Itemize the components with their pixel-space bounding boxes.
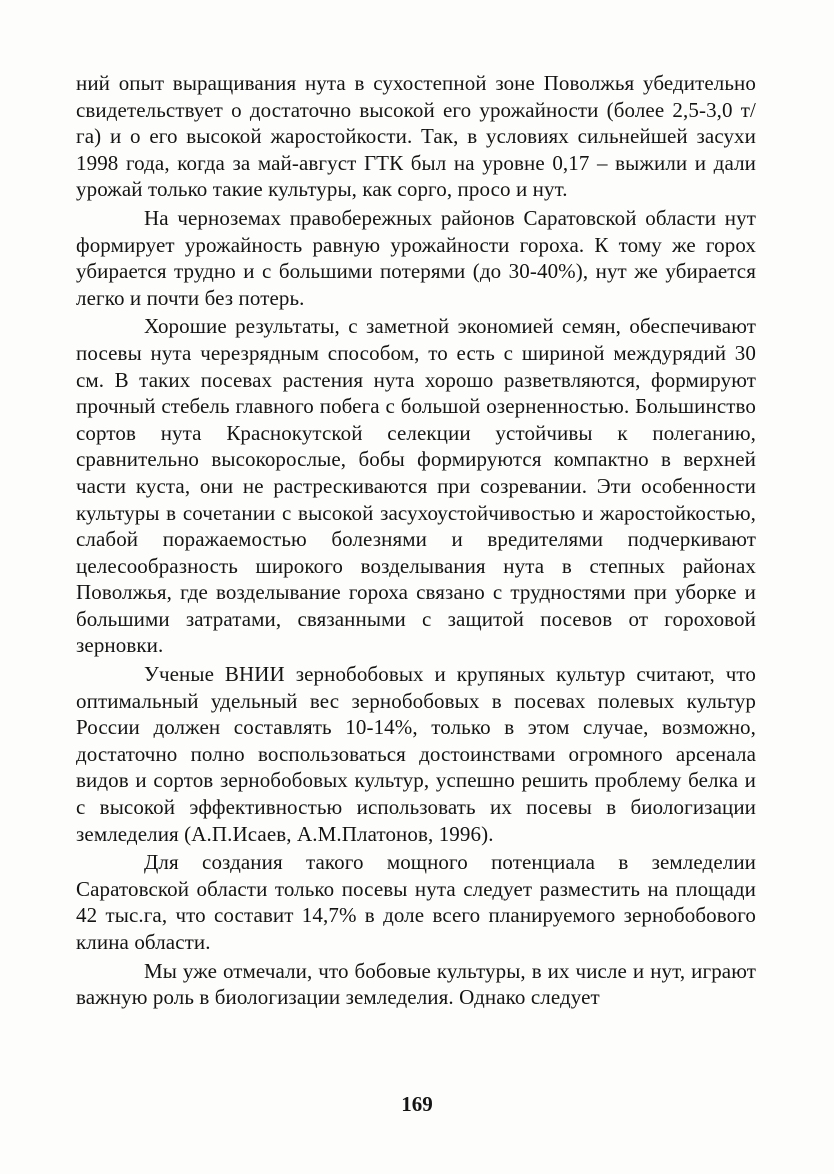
- paragraph-biologization: Мы уже отмечали, что бобовые культуры, в их числе и нут, играют важную роль в биологизации земледелия. Однако следует: [76, 958, 756, 1010]
- paragraph-saratov-potential: Для создания такого мощного потенциала в земледелии Саратовской области только посевы нута следует разместить на площади 42 тыс.га, что составит 14,7% в доле всего планируемого зернобобового клина области.: [76, 850, 756, 954]
- paragraph-row-sowing: Хорошие результаты, с заметной экономией семян, обеспечивают посевы нута черезрядным способом, то есть с шириной междурядий 30 см. В таких посевах растения нута хорошо разветвляются, формируют прочный стебель главного побега с большой озерненностью. Большинство сортов нута Краснокутской селекции устойчивы к полеганию, сравнительно высокорослые, бобы формируются компактно в верхней части куста, они не растрескиваются при созревании. Эти особенности культуры в сочетании с высокой засухоустойчивостью и жаростойкостью, слабой поражаемостью болезнями и вредителями подчеркивают целесообразность широкого возделывания нута в степных районах Поволжья, где возделывание гороха связано с трудностями при уборке и большими затратами, связанными с защитой посевов от гороховой зерновки.: [76, 314, 756, 658]
- page-body: [76, 70, 756, 1013]
- paragraph-chernozem: На черноземах правобережных районов Саратовской области нут формирует урожайность равную урожайности гороха. К тому же горох убирается трудно и с большими потерями (до 30-40%), нут же убирается легко и почти без потерь.: [76, 205, 756, 310]
- paragraph-continuation: ний опыт выращивания нута в сухостепной зоне Поволжья убедительно свидетельствует о достаточно высокой его урожайности (более 2,5-3,0 т/га) и о его высокой жаростойкости. Так, в условиях сильнейшей засухи 1998 года, когда за май-август ГТК был на уровне 0,17 – выжили и дали урожай только такие культуры, как сорго, просо и нут.: [76, 71, 756, 202]
- page-number: 169: [401, 1092, 433, 1116]
- paragraph-vnii-scientists: Ученые ВНИИ зернобобовых и крупяных культур считают, что оптимальный удельный вес зернобобовых в посевах полевых культур России должен составлять 10-14%, только в этом случае, возможно, достаточно полно воспользоваться достоинствами огромного арсенала видов и сортов зернобобовых культур, успешно решить проблему белка и с высокой эффективностью использовать их посевы в биологизации земледелия (А.П.Исаев, А.М.Платонов, 1996).: [76, 662, 756, 846]
